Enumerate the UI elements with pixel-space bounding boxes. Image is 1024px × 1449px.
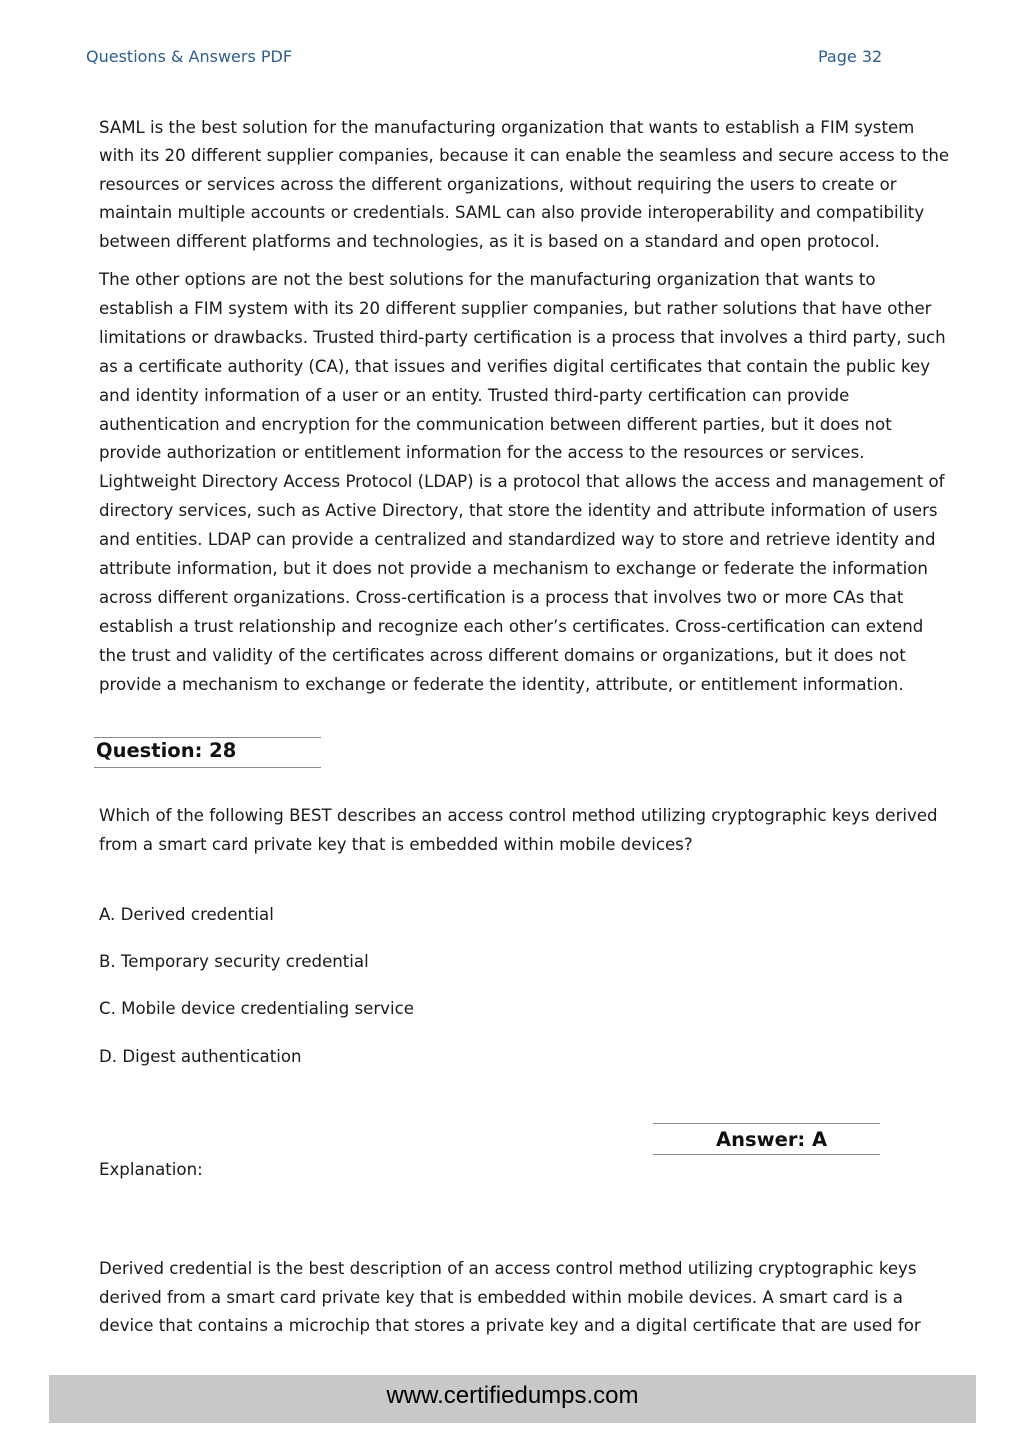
text-line: attribute information, but it does not provide a mechanism to exchange or federate the information	[99, 559, 928, 579]
text-line: SAML is the best solution for the manufacturing organization that wants to establish a FIM system	[99, 118, 915, 137]
text-line: from a smart card private key that is embedded within mobile devices?	[99, 834, 693, 854]
footer-bar	[49, 1375, 976, 1423]
text-line: limitations or drawbacks. Trusted third-party certification is a process that involves a third party, such	[99, 327, 946, 347]
text-line: Which of the following BEST describes an access control method utilizing cryptographic keys derived	[99, 806, 938, 825]
other-options-paragraph	[99, 266, 979, 700]
text-line: The other options are not the best solutions for the manufacturing organization that wants to	[99, 270, 876, 289]
text-line: resources or services across the different organizations, without requiring the users to create or	[99, 174, 897, 194]
text-line: as a certificate authority (CA), that issues and verifies digital certificates that contain the public key	[99, 356, 931, 376]
text-line: provide authorization or entitlement information for the access to the resources or services.	[99, 443, 865, 463]
question-title: Question: 28	[96, 739, 237, 762]
option-c: C. Mobile device credentialing service	[99, 999, 414, 1018]
answer-label: Answer: A	[716, 1128, 828, 1151]
text-line: with its 20 different supplier companies, because it can enable the seamless and secure access to the	[99, 146, 950, 166]
option-d: D. Digest authentication	[99, 1047, 302, 1066]
text-line: directory services, such as Active Directory, that store the identity and attribute information of users	[99, 501, 938, 521]
page-number: Page 32	[818, 47, 883, 66]
text-line: and identity information of a user or an entity. Trusted third-party certification can provide	[99, 385, 850, 405]
text-line: Lightweight Directory Access Protocol (LDAP) is a protocol that allows the access and management of	[99, 472, 945, 492]
option-a: A. Derived credential	[99, 905, 274, 924]
question-text	[99, 802, 979, 859]
saml-paragraph	[99, 114, 979, 256]
answer-box	[653, 1123, 880, 1155]
text-line: across different organizations. Cross-certification is a process that involves two or more CAs that	[99, 587, 904, 607]
text-line: maintain multiple accounts or credentials. SAML can also provide interoperability and compatibility	[99, 203, 925, 223]
text-line: provide a mechanism to exchange or federate the identity, attribute, or entitlement information.	[99, 674, 904, 694]
text-line: authentication and encryption for the communication between different parties, but it does not	[99, 414, 892, 434]
text-line: derived from a smart card private key that is embedded within mobile devices. A smart card is a	[99, 1287, 903, 1307]
text-line: and entities. LDAP can provide a centralized and standardized way to store and retrieve identity and	[99, 530, 936, 550]
text-line: the trust and validity of the certificates across different domains or organizations, but it does not	[99, 645, 906, 665]
option-b: B. Temporary security credential	[99, 952, 369, 971]
text-line: establish a FIM system with its 20 different supplier companies, but rather solutions that have other	[99, 298, 932, 318]
footer-url: www.certifiedumps.com	[386, 1382, 639, 1409]
text-line: establish a trust relationship and recognize each other’s certificates. Cross-certification can extend	[99, 616, 924, 636]
question-heading-box	[94, 737, 321, 768]
text-line: between different platforms and technologies, as it is based on a standard and open protocol.	[99, 231, 880, 251]
text-line: Derived credential is the best description of an access control method utilizing cryptographic keys	[99, 1259, 917, 1278]
explanation-label: Explanation:	[99, 1160, 203, 1179]
header-title: Questions & Answers PDF	[86, 47, 293, 66]
text-line: device that contains a microchip that stores a private key and a digital certificate that are used for	[99, 1316, 921, 1335]
explanation-paragraph	[99, 1255, 979, 1341]
